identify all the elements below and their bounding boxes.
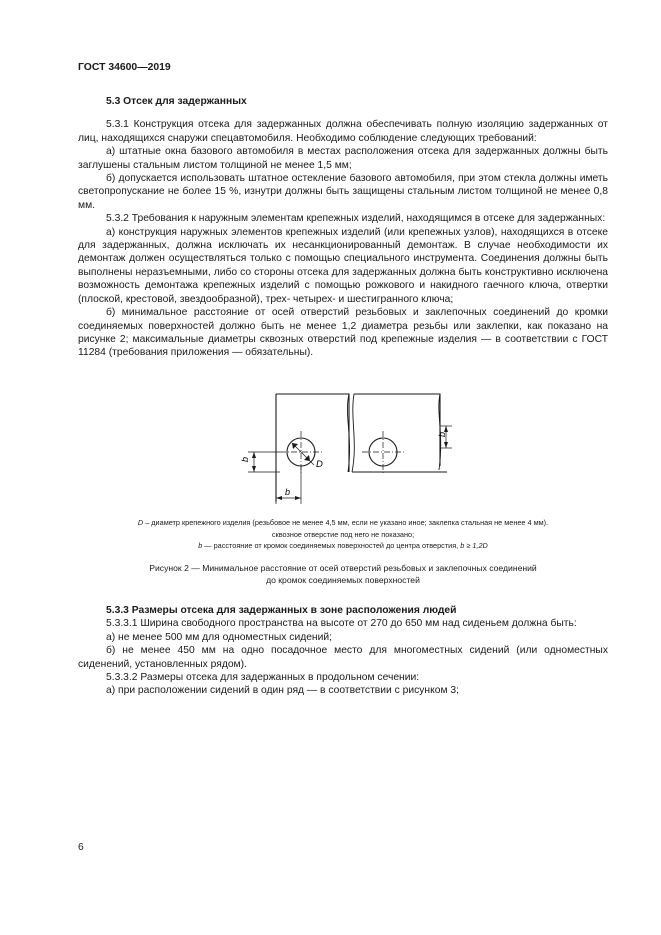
paragraph: 5.3.1 Конструкция отсека для задержанных должна обеспечивать полную изоляцию задержанных от лиц, находящихся снаружи спецавтомобиля. Необходимо соблюдение следующих требований: bbox=[78, 119, 608, 144]
legend-line-b bbox=[78, 540, 608, 552]
paragraph: а) при расположении сидений в один ряд — в соответствии с рисунком 3; bbox=[106, 685, 459, 697]
legend-line-D bbox=[78, 517, 608, 529]
label-D: D bbox=[316, 459, 323, 470]
paragraph: 5.3.3.2 Размеры отсека для задержанных в продольном сечении: bbox=[106, 672, 420, 684]
section-title: 5.3.3 Размеры отсека для задержанных в зоне расположения людей bbox=[106, 605, 457, 616]
standard-header: ГОСТ 34600—2019 bbox=[78, 62, 171, 73]
paragraph: 5.3.2 Требования к наружным элементам крепежных изделий, находящимся в отсеке для задержанных: bbox=[106, 213, 606, 225]
paragraph: 5.3.3.1 Ширина свободного пространства на высоте от 270 до 650 мм над сиденьем должна быть: bbox=[106, 618, 577, 630]
paragraph: б) минимальное расстояние от осей отверстий резьбовых и заклепочных соединений до кромки соединяемых поверхностей должно быть не менее 1,2 диаметра резьбы или заклепки, как показано на рисунке 2; максимальные диаметры сквозных отверстий под крепежные изделия — в соответствии с ГОСТ 11284 (требования приложения — обязательны). bbox=[78, 307, 608, 359]
legend-line-D-cont: сквозное отверстие под него не показано; bbox=[271, 529, 415, 539]
section-5-3-3 bbox=[78, 604, 608, 698]
paragraph: а) не менее 500 мм для одноместных сидений; bbox=[106, 631, 332, 643]
label-b-right: b bbox=[437, 431, 447, 437]
arrow bbox=[444, 426, 448, 432]
arrow bbox=[295, 496, 301, 500]
legend-b-formula: b ≥ 1,2D bbox=[460, 541, 488, 550]
paragraph: а) штатные окна базового автомобиля в местах расположения отсека для задержанных должны быть заглушены стальным листом толщиной не менее 1,5 мм; bbox=[78, 146, 608, 171]
paragraph: б) не менее 450 мм на одно посадочное место для многоместных сидений (или одноместных сиденений, установленных рядом). bbox=[78, 645, 608, 670]
caption-line-2: до кромок соединяемых поверхностей bbox=[266, 574, 420, 585]
paragraph: а) конструкция наружных элементов крепежных изделий (или крепежных узлов), находящихся в отсеке для задержанных, должна исключать их несанкционированный демонтаж. В случае необходимости их демонтаж должен осуществляться только с помощью специального инструмента. Соединения должны быть выполнены неразъемными, либо со стороны отсека для задержанных должна быть конструктивно исключена возможность демонтажа крепежных изделий с помощью рожкового и накидного гаечного ключа, отвертки (плоской, крестовой, звездообразной), трех- четырех- и шестигранного ключа; bbox=[78, 226, 608, 305]
right-plate-break bbox=[352, 394, 354, 472]
label-b-bottom: b bbox=[285, 487, 291, 497]
figure-2-drawing bbox=[240, 366, 460, 506]
section-title: 5.3 Отсек для задержанных bbox=[106, 96, 247, 107]
arrow bbox=[276, 496, 282, 500]
legend-D-symbol: D bbox=[137, 518, 144, 527]
page-number: 6 bbox=[78, 842, 84, 853]
legend-b-symbol: b bbox=[198, 541, 203, 550]
label-b-left: b bbox=[240, 456, 250, 462]
figure-2-legend bbox=[78, 517, 608, 552]
legend-b-text: — расстояние от кромок соединяемых поверхностей до центра отверстия, bbox=[202, 541, 461, 550]
arrow bbox=[444, 442, 448, 448]
paragraph: б) допускается использовать штатное остекление базового автомобиля, при этом стекла должны иметь светопропускание не более 15 %, изнутри должны быть защищены стальным листом толщиной не менее 0,8 мм. bbox=[78, 173, 608, 211]
caption-line-1: Рисунок 2 — Минимальное расстояние от осей отверстий резьбовых и заклепочных соединений bbox=[149, 563, 537, 573]
figure-2-caption bbox=[78, 563, 608, 586]
legend-D-text: – диаметр крепежного изделия (резьбовое не менее 4,5 мм, если не указано иное; заклепка стальная не менее 4 мм). bbox=[143, 518, 549, 527]
arrow bbox=[252, 466, 256, 472]
arrow bbox=[252, 452, 256, 458]
section-5-3 bbox=[78, 95, 608, 360]
